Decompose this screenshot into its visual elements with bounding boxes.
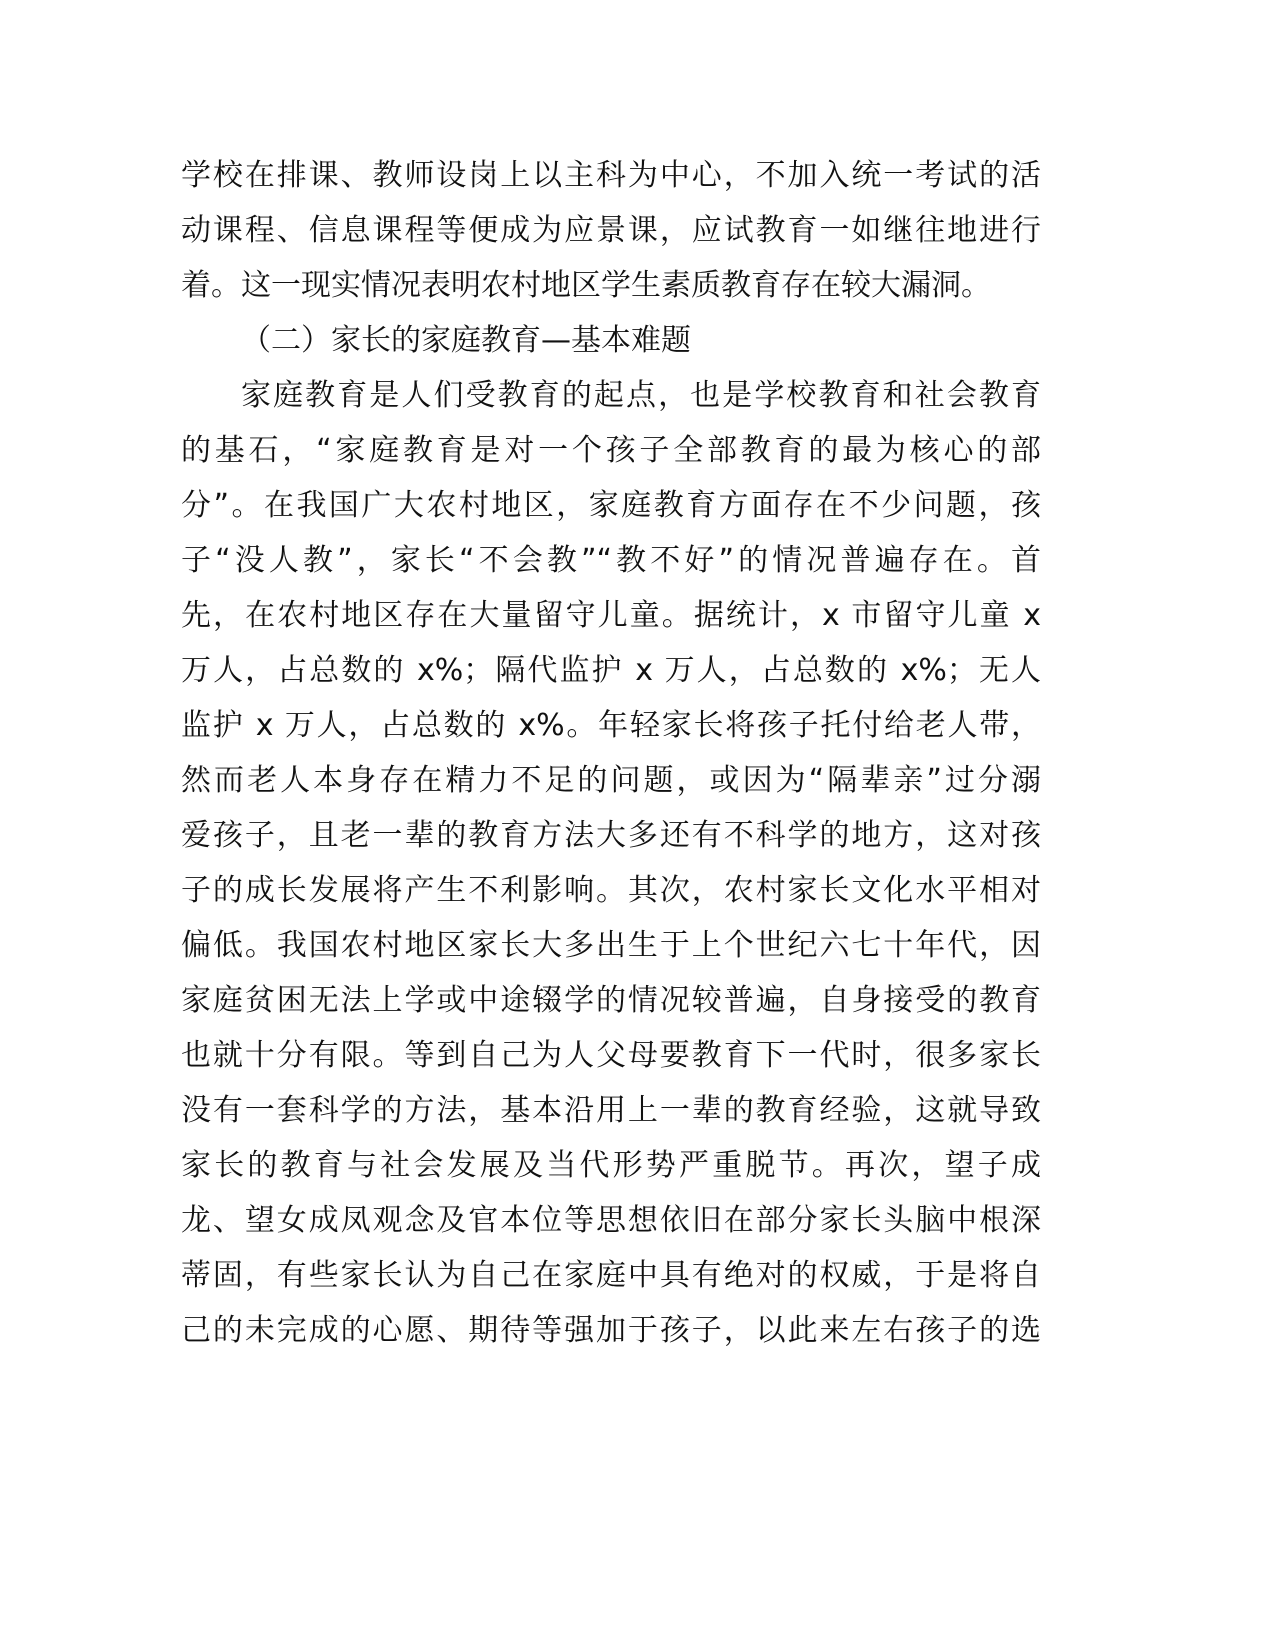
text-line: 子的成长发展将产生不利影响。其次，农村家长文化水平相对 bbox=[181, 873, 1041, 908]
text-line: 分”。在我国广大农村地区，家庭教育方面存在不少问题，孩 bbox=[181, 488, 1041, 523]
text-line: 着。这一现实情况表明农村地区学生素质教育存在较大漏洞。 bbox=[181, 268, 991, 303]
text-line: 龙、望女成凤观念及官本位等思想依旧在部分家长头脑中根深 bbox=[181, 1203, 1041, 1238]
text-line: 万人，占总数的 x%；隔代监护 x 万人，占总数的 x%；无人 bbox=[181, 653, 1041, 688]
text-line: 己的未完成的心愿、期待等强加于孩子，以此来左右孩子的选 bbox=[181, 1313, 1041, 1348]
text-line: 偏低。我国农村地区家长大多出生于上个世纪六七十年代，因 bbox=[181, 928, 1041, 963]
text-line: 没有一套科学的方法，基本沿用上一辈的教育经验，这就导致 bbox=[181, 1093, 1041, 1128]
text-line: 监护 x 万人，占总数的 x%。年轻家长将孩子托付给老人带， bbox=[181, 708, 1041, 743]
text-line: 先，在农村地区存在大量留守儿童。据统计，x 市留守儿童 x bbox=[181, 598, 1041, 633]
text-line: 动课程、信息课程等便成为应景课，应试教育一如继往地进行 bbox=[181, 213, 1041, 248]
text-line: 子“没人教”，家长“不会教”“教不好”的情况普遍存在。首 bbox=[181, 543, 1041, 578]
text-line: 家庭贫困无法上学或中途辍学的情况较普遍，自身接受的教育 bbox=[181, 983, 1041, 1018]
text-line: 然而老人本身存在精力不足的问题，或因为“隔辈亲”过分溺 bbox=[181, 763, 1041, 798]
text-line: 家长的教育与社会发展及当代形势严重脱节。再次，望子成 bbox=[181, 1148, 1041, 1183]
text-line: 家庭教育是人们受教育的起点，也是学校教育和社会教育 bbox=[241, 378, 1041, 413]
text-line: 学校在排课、教师设岗上以主科为中心，不加入统一考试的活 bbox=[181, 158, 1041, 193]
section-heading: （二）家长的家庭教育—基本难题 bbox=[241, 323, 691, 358]
text-line: 爱孩子，且老一辈的教育方法大多还有不科学的地方，这对孩 bbox=[181, 818, 1041, 853]
body-text bbox=[181, 148, 1041, 1358]
text-line: 也就十分有限。等到自己为人父母要教育下一代时，很多家长 bbox=[181, 1038, 1041, 1073]
text-line: 的基石，“家庭教育是对一个孩子全部教育的最为核心的部 bbox=[181, 433, 1041, 468]
text-line: 蒂固，有些家长认为自己在家庭中具有绝对的权威，于是将自 bbox=[181, 1258, 1041, 1293]
